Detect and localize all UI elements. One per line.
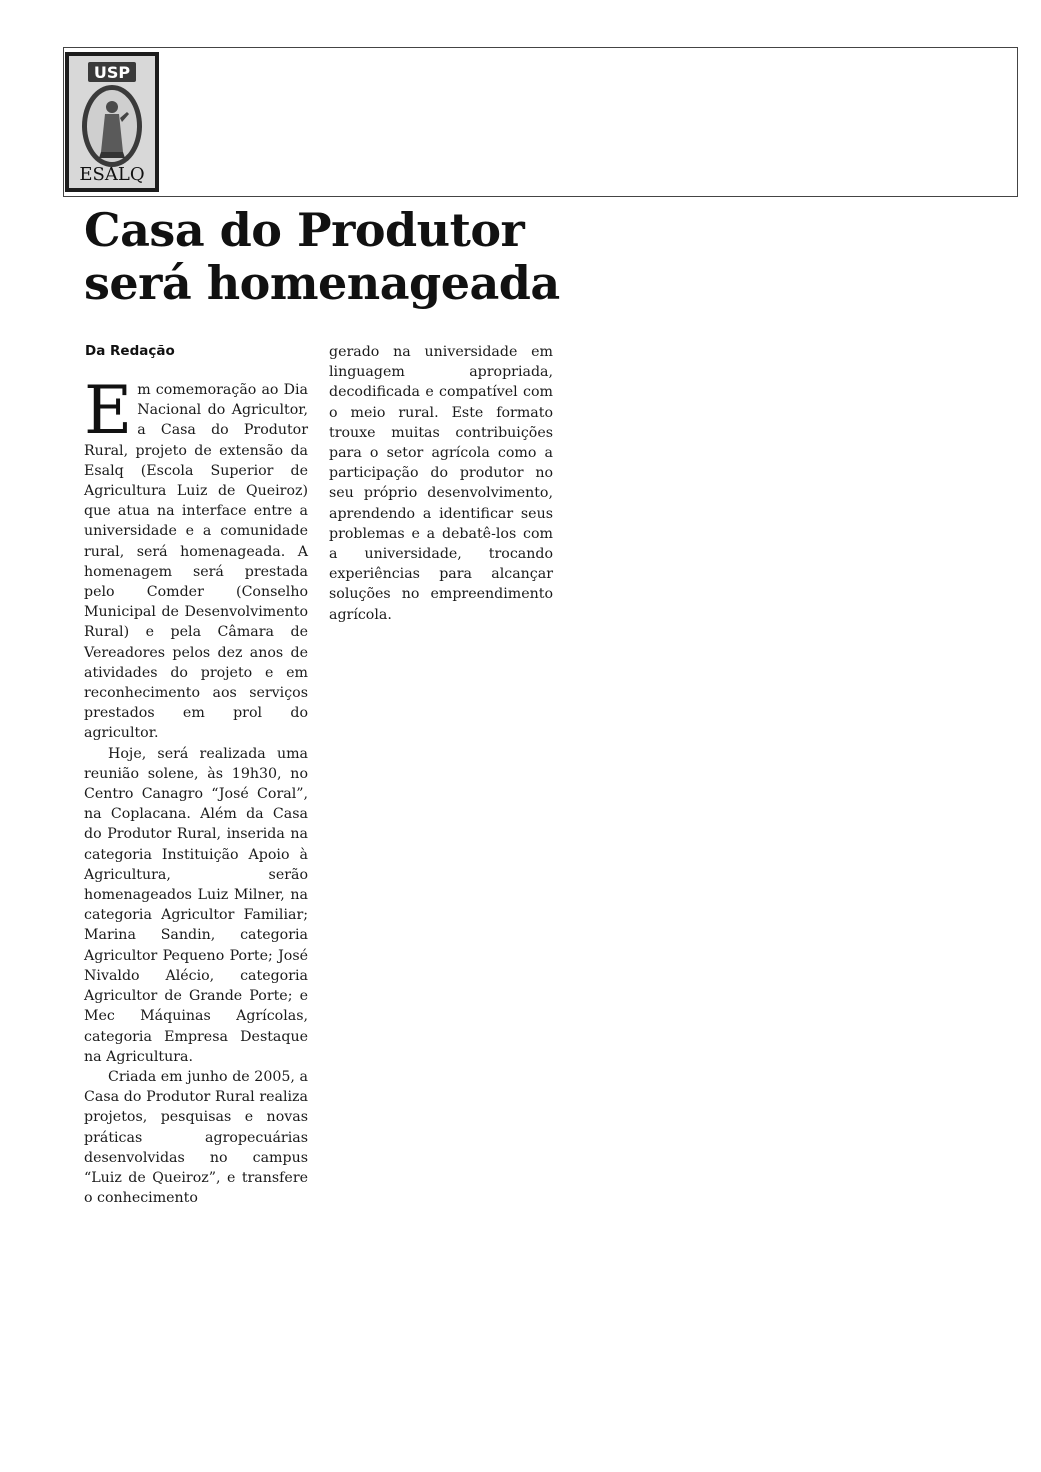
- paragraph-4: gerado na universidade em linguagem apropriada, decodificada e compatível com o meio rural. Este formato trouxe muitas contribuições para o setor agrícola como a participação do produtor no seu próprio desenvolvimento, aprendendo a identificar seus problemas e a debatê-los com a universidade, trocando experiências para alcançar soluções no empreendimento agrícola.: [329, 344, 553, 623]
- article-headline: [84, 204, 604, 310]
- logo-esalq-text: ESALQ: [79, 164, 145, 185]
- header-divider-right: [600, 196, 1018, 197]
- paragraph-1: [84, 372, 308, 744]
- usp-esalq-logo: [65, 52, 159, 192]
- paragraph-3: Criada em junho de 2005, a Casa do Produtor Rural realiza projetos, pesquisas e novas práticas agropecuárias desenvolvidas no campus “Luiz de Queiroz”, e transfere o conhecimento: [84, 1068, 308, 1207]
- headline-line-2: será homenageada: [84, 256, 560, 310]
- paragraph-1-text: m comemoração ao Dia Nacional do Agricultor, a Casa do Produtor Rural, projeto de extensão da Esalq (Escola Superior de Agricultura Luiz de Queiroz) que atua na interface entre a universidade e a comunidade rural, será homenageada. A homenagem será prestada pelo Comder (Conselho Municipal de Desenvolvimento Rural) e pela Câmara de Vereadores pelos dez anos de atividades do projeto e em reconhecimento aos serviços prestados em prol do agricultor.: [84, 382, 308, 742]
- byline: Da Redação: [85, 343, 175, 359]
- paragraph-2: Hoje, será realizada uma reunião solene, às 19h30, no Centro Canagro “José Coral”, na Coplacana. Além da Casa do Produtor Rural, inserida na categoria Instituição Apoio à Agricultura, serão homenageados Luiz Milner, na categoria Agricultor Familiar; Marina Sandin, categoria Agricultor Pequeno Porte; José Nivaldo Alécio, categoria Agricultor de Grande Porte; e Mec Máquinas Agrícolas, categoria Empresa Destaque na Agricultura.: [84, 745, 308, 1065]
- logo-usp-text: USP: [93, 63, 131, 82]
- drop-cap: E: [84, 372, 133, 449]
- headline-line-1: Casa do Produtor: [84, 203, 525, 257]
- header-divider: [63, 196, 600, 197]
- article-column-2: [329, 342, 553, 625]
- header-frame: [63, 47, 1018, 197]
- article-column-1: [84, 372, 308, 1208]
